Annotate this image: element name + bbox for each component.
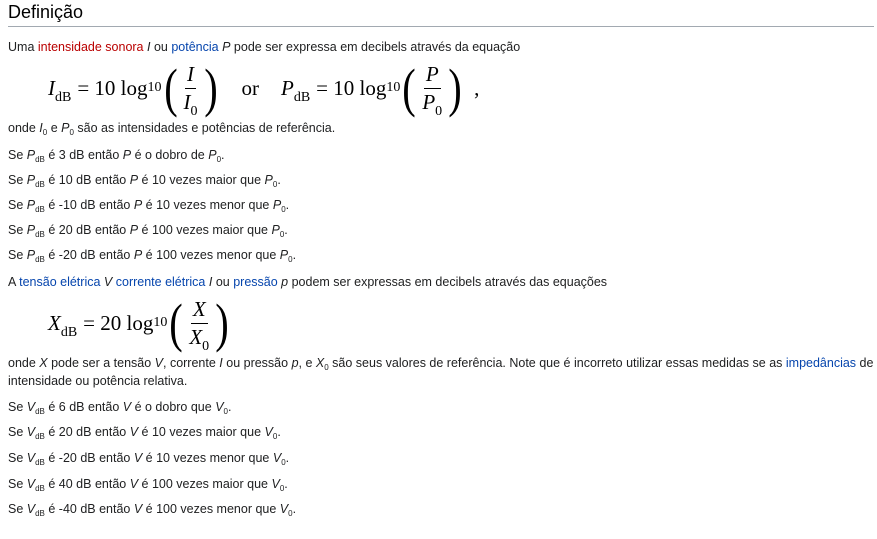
eq2-paren-open: (: [169, 293, 184, 353]
voltage-line: Se $V_{dB}$ é 40 dB então V é 100 vezes maior que $V_0$.: [8, 477, 288, 493]
eq1-frac2-den-var: P: [422, 89, 436, 114]
link-corrente-eletrica[interactable]: corrente elétrica: [115, 275, 206, 289]
eq1-paren-close-2: ): [448, 58, 462, 118]
eq2-lhs-var: X: [48, 310, 61, 335]
power-line: Se $P_{dB}$ é 10 dB então P é 10 vezes maior que $P_0$.: [8, 173, 281, 189]
link-potencia[interactable]: potência: [171, 40, 219, 54]
eq2-lhs: [48, 310, 78, 340]
eq2-fraction: [187, 296, 211, 354]
link-impedancias[interactable]: impedâncias: [785, 356, 857, 370]
eq1-frac1-num: I: [185, 62, 196, 89]
eq1-frac1-den-sub: 0: [190, 103, 198, 119]
var-i: I: [147, 40, 151, 54]
var-p: P: [222, 40, 231, 54]
eq2-frac-den-sub: 0: [202, 338, 210, 354]
ref-text-1: onde: [8, 121, 40, 135]
eq1-frac2-num: P: [424, 62, 441, 89]
ref-text-3: são as intensidades e potências de referência.: [73, 121, 336, 135]
eq1-fraction-1: [182, 61, 200, 119]
intro-text-1: Uma: [8, 40, 38, 54]
eq1-lhs2-sub: dB: [293, 89, 311, 105]
intro-text-5: pode ser expressa em decibels através da equação: [230, 40, 521, 54]
eq1-paren-close-1: ): [203, 58, 218, 118]
eq1-frac1-den-var: I: [183, 89, 191, 114]
eq1-lhs1: [48, 75, 72, 105]
voltage-line: Se $V_{dB}$ é -40 dB então V é 100 vezes menor que $V_0$.: [8, 502, 297, 518]
link-intensidade-sonora[interactable]: intensidade sonora: [37, 40, 144, 54]
voltage-line: Se $V_{dB}$ é 20 dB então V é 10 vezes maior que $V_0$.: [8, 425, 281, 441]
eq2-frac-num: X: [191, 297, 208, 324]
link-tensao-eletrica[interactable]: tensão elétrica: [19, 275, 101, 289]
ref-var-2: P: [61, 121, 70, 135]
eq1-lhs2: [281, 75, 311, 105]
eq1-fraction-2: [420, 61, 444, 119]
power-line: Se $P_{dB}$ é -10 dB então P é 10 vezes menor que $P_0$.: [8, 198, 290, 214]
voltage-intro-paragraph: A tensão elétrica V corrente elétrica I ou pressão p podem ser expressas em decibels através das equações: [8, 275, 608, 289]
where-paragraph: onde X pode ser a tensão V, corrente I ou pressão p, e $X_0$ são seus valores de referência. Note que é incorreto utilizar essas medidas se as impedâncias de intensidade ou potência relativa.: [8, 356, 874, 388]
intro-paragraph: [8, 39, 520, 56]
equation-intensity-power: $I_{dB}$ = 10 log 10 ( $\frac{I}{I_0}$ ) or $P_{dB}$ = 10 log 10 ( $\frac{P}{P_0}$ ) ,: [48, 58, 480, 119]
link-pressao[interactable]: pressão: [233, 275, 278, 289]
voltage-line: Se $V_{dB}$ é -20 dB então V é 10 vezes menor que $V_0$.: [8, 451, 290, 467]
ref-var-1: I: [39, 121, 43, 135]
reference-line: [8, 120, 335, 137]
equation-voltage: $X_{dB}$ = 20 log 10 ( $\frac{X}{X_0}$ ): [48, 293, 229, 354]
eq2-lhs-sub: dB: [60, 324, 78, 340]
voltage-line: Se $V_{dB}$ é 6 dB então V é o dobro que $V_0$.: [8, 400, 232, 416]
power-line: Se $P_{dB}$ é 3 dB então P é o dobro de $P_0$.: [8, 148, 225, 164]
eq2-frac-den-var: X: [189, 324, 203, 349]
eq1-paren-open-1: (: [163, 58, 178, 118]
eq1-or: or: [241, 75, 259, 100]
power-line: Se $P_{dB}$ é 20 dB então P é 100 vezes maior que $P_0$.: [8, 223, 288, 239]
eq2-paren-close: ): [215, 293, 229, 353]
eq1-lhs1-sub: dB: [55, 89, 72, 105]
ref-text-2: e: [47, 121, 62, 135]
eq1-lhs1-var: I: [48, 75, 55, 100]
eq1-rhs-prefix: = 10 log: [77, 75, 148, 100]
eq1-lhs2-var: P: [281, 75, 294, 100]
section-heading: Definição: [8, 2, 874, 27]
power-line: Se $P_{dB}$ é -20 dB então P é 100 vezes menor que $P_0$.: [8, 248, 297, 264]
intro-text-3: ou: [150, 40, 172, 54]
eq1-comma: ,: [474, 75, 480, 100]
eq1-paren-open-2: (: [402, 58, 417, 118]
ref-sub-1: 0: [42, 128, 48, 137]
eq2-rhs-prefix: = 20 log: [83, 310, 154, 335]
eq1-rhs-prefix-2: = 10 log: [316, 75, 387, 100]
eq1-frac2-den-sub: 0: [435, 103, 443, 119]
ref-sub-2: 0: [69, 128, 74, 137]
